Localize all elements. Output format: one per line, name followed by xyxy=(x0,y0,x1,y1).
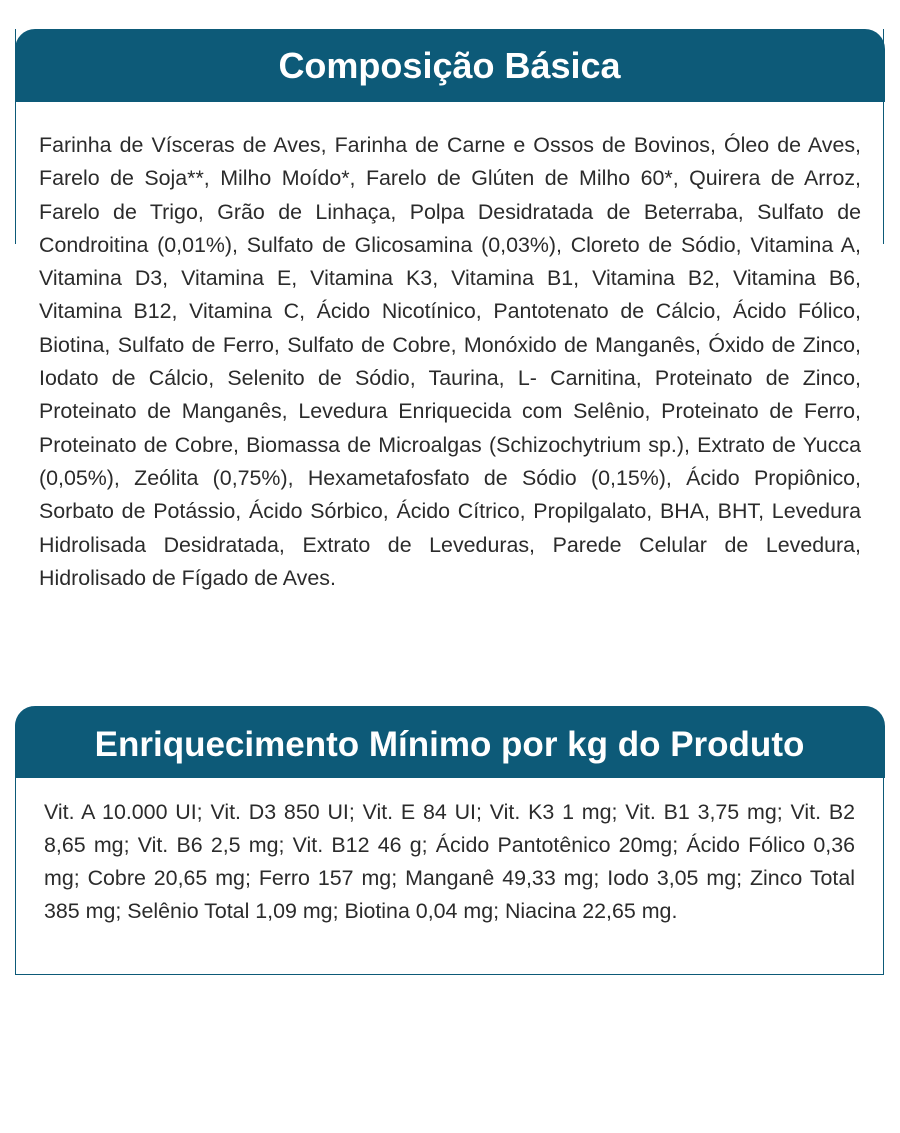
enriquecimento-text: Vit. A 10.000 UI; Vit. D3 850 UI; Vit. E 84 UI; Vit. K3 1 mg; Vit. B1 3,75 mg; Vit. B2 8,65 mg; Vit. B6 2,5 mg; Vit. B12 46 g; Ácido Pantotênico 20mg; Ácido Fólico 0,36 mg; Cobre 20,65 mg; Ferro 157 mg; Manganê 49,33 mg; Iodo 3,05 mg; Zinco Total 385 mg; Selênio Total 1,09 mg; Biotina 0,04 mg; Niacina 22,65 mg. xyxy=(44,800,855,923)
enriquecimento-title: Enriquecimento Mínimo por kg do Produto xyxy=(94,725,805,764)
composicao-title: Composição Básica xyxy=(278,45,621,86)
composicao-header xyxy=(15,29,885,102)
composicao-text: Farinha de Vísceras de Aves, Farinha de Carne e Ossos de Bovinos, Óleo de Aves, Farelo de Soja**, Milho Moído*, Farelo de Glúten de Milho 60*, Quirera de Arroz, Farelo de Trigo, Grão de Linhaça, Polpa Desidratada de Beterraba, Sulfato de Condroitina (0,01%), Sulfato de Glicosamina (0,03%), Cloreto de Sódio, Vitamina A, Vitamina D3, Vitamina E, Vitamina K3, Vitamina B1, Vitamina B2, Vitamina B6, Vitamina B12, Vitamina C, Ácido Nicotínico, Pantotenato de Cálcio, Ácido Fólico, Biotina, Sulfato de Ferro, Sulfato de Cobre, Monóxido de Manganês, Óxido de Zinco, Iodato de Cálcio, Selenito de Sódio, Taurina, L- Carnitina, Proteinato de Zinco, Proteinato de Manganês, Levedura Enriquecida com Selênio, Proteinato de Ferro, Proteinato de Cobre, Biomassa de Microalgas (Schizochytrium sp.), Extrato de Yucca (0,05%), Zeólita (0,75%), Hexametafosfato de Sódio (0,15%), Ácido Propiônico, Sorbato de Potássio, Ácido Sórbico, Ácido Cítrico, Propilgalato, BHA, BHT, Levedura Hidrolisada Desidratada, Extrato de Leveduras, Parede Celular de Levedura, Hidrolisado de Fígado de Aves. xyxy=(39,133,861,590)
enriquecimento-header xyxy=(15,706,885,778)
enriquecimento-panel xyxy=(15,706,884,975)
